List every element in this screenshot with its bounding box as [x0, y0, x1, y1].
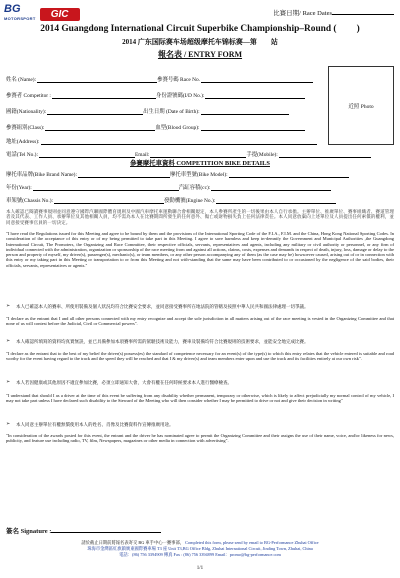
- competitor-label: 參賽者 Competitor :: [6, 93, 51, 99]
- race-dates-line[interactable]: [332, 14, 394, 15]
- arrow-bullet-icon: ➢: [6, 422, 11, 427]
- signature-row: [6, 526, 161, 535]
- cc-field[interactable]: [211, 184, 331, 191]
- race-dates-field: [273, 8, 394, 17]
- declaration-item-4-en: "In consideration of the awards posted for this event, the entrant and the driver he has nominated agree to permit the Organizing Committee and their assigns the use of their name, voice, and/or likeness for news, publicity, and feature use including radio, TV, film, Newspapers, magazines or other media in connection with advertising".: [6, 433, 394, 444]
- declaration-item-3-cn: ➢ 本人若因健康或其他原因不適宜參加比賽，必須立即通知大會，大會有權在任何時候要求本人進行醫療檢查。: [6, 380, 232, 385]
- year-label: 年份(Year):: [6, 185, 32, 191]
- row-class: [6, 123, 305, 131]
- row-competitor: [6, 91, 305, 99]
- address-field[interactable]: [41, 138, 317, 145]
- declaration-item-2-cn: ➢ 本人確認所填寫的資料均真實無誤，並已具備參加本項賽事所需的駕駛技術及能力，賽車及裝備均符合比賽規則的技術要求，並能安全地完成比賽。: [6, 339, 309, 344]
- tel-label: 電話(Tel No.):: [6, 152, 38, 158]
- bike-details-heading: 參賽摩托車資料 COMPETITION BIKE DETAILS: [130, 160, 270, 167]
- chassis-field[interactable]: [54, 197, 164, 204]
- declaration-en-main: "I have read the Regulations issued for this Meeting and agree to be bound by them and the provisions of the International Sporting Code of the F.I.A., F.I.M. and the China, Hong Kong National Sporting Codes. In consideration of the acceptance of this entry or of my being permitted to take part in this Meeting. I agree to save harmless and keep in-demnify the Government and Municipal Authorities ,the Guangdong International Circuit, The Promoters, the Organizing and Race Committee, their respective officials, servants, representatives and agents, including any military or civil authority or personnel, or any firm of individual connected with the administration, organization or sponsorship of the race meeting from and against all actions, claims, costs, expenses and demands in respect of death, injury, loss, damage or delay to the person and property of myself, my driver(s), passenger(s), mechanic(s), or team members, or any other person accompanying any of them (as the case may be) howsoever caused, arising out of or in connection with this entry or my taking part in this Meeting or transportation to or from this Meeting and not with-standing that the same may have been contributed to or occasioned by the negligence of the said bodies, their officials, servants, representatives or agents.": [6, 231, 394, 268]
- footer-line-3: 電話：(86) 756 3394909 傳真 Fax : (86) 756 3394899 Email：promo@bg-performance.com: [119, 552, 281, 558]
- dob-label: 出生日期 (Date of Birth):: [143, 109, 200, 115]
- bg-motorsport-logo: BG MOTORSPORT: [4, 3, 36, 21]
- footer-line-1: 請於截止日期前將報名表寄交 BG 車手中心一賽事部， Completed this form, please send by email to BG-Performance Zhuhai Office: [81, 540, 319, 545]
- mobile-field[interactable]: [279, 151, 371, 158]
- signature-label: 簽名 Signature :: [6, 528, 52, 535]
- competitor-field[interactable]: [52, 92, 156, 99]
- entry-form-heading: 報名表 / ENTRY FORM: [157, 50, 243, 59]
- declaration-item-1-cn: ➢ 本人已確認本人的賽車、所使用裝備及個人狀況均符合比賽安全要求，並同意接受賽事所在地法院的管轄及按照中華人民共和國法律處理一切爭議。: [6, 304, 309, 309]
- id-no-field[interactable]: [205, 92, 305, 99]
- address-label: 地址(Address):: [6, 139, 40, 145]
- id-no-label: 身份證號碼(I/D No.):: [155, 93, 205, 99]
- declaration-item-1-en: "I declare as the entrant that I and all other persons connected with my entry recognize and accept the sole jurisdiction in all matters arising out of the race meeting is vested in the Organizing Committee and that none of us will contest before the Judicial, Civil or Commercial powers".: [6, 316, 394, 327]
- year-field[interactable]: [33, 184, 179, 191]
- engine-label: 發動機號(Engine No.):: [164, 198, 216, 204]
- signature-field[interactable]: [51, 532, 161, 533]
- email-field[interactable]: [150, 151, 246, 158]
- page-number: 1/1: [196, 566, 204, 571]
- photo-label: 近照 Photo: [348, 103, 374, 110]
- row-name: [6, 75, 313, 83]
- declaration-item-4-cn: ➢ 本人同意主辦單位有權無償使用本人的姓名、肖像及比賽資料作宣傳推廣用途。: [6, 422, 174, 427]
- race-dates-label: 比賽日期/ Race Dates: [273, 10, 332, 17]
- row-bike-year: [6, 183, 331, 191]
- race-no-label: 參賽号碼 Race No.: [157, 77, 201, 83]
- declaration-cn-main: 本人確認已閱讀賽事規則並同意遵守國際汽聯國際體育規則及中國汽車摩托車運動聯合會相關規定，本人參賽所產生的一切後果由本人自行承擔。主辦單位、推廣單位、賽事組織者、賽道管理者及其代表、工作人員、承辦單位及其他相關人員，均不需為本人在比賽期間所發生的任何意外、傷亡或財物損失負上任何法律責任。本人同意放棄向上述單位及人員提出任何索償的權利，並同意接受賽事官員的一切決定。: [6, 209, 394, 225]
- class-field[interactable]: [45, 124, 155, 131]
- declaration-item-3-en: "I understand that should I as a driver at the time of this event be suffering from any disability whether permanent, temporary or otherwise, which is likely to affect prejudicially my normal control of my vehicle, I may not take part unless I have declared such disability to the Steward of the Meeting who will then consider whether I may be permitted to drive or not and give their decision in writing": [6, 393, 394, 404]
- model-label: 摩托車型號(Bike Model):: [169, 172, 228, 178]
- name-label: 姓名 (Name):: [6, 77, 37, 83]
- email-label: Email:: [134, 152, 150, 158]
- photo-box[interactable]: [328, 66, 394, 145]
- name-field[interactable]: [37, 76, 157, 83]
- nationality-field[interactable]: [47, 108, 143, 115]
- nationality-label: 國籍(Nationality):: [6, 109, 47, 115]
- chassis-label: 車架號(Chassis No.):: [6, 198, 54, 204]
- row-bike-chassis: [6, 196, 336, 204]
- class-label: 參賽組別(Class):: [6, 125, 45, 131]
- engine-field[interactable]: [216, 197, 336, 204]
- row-nationality: [6, 107, 289, 115]
- arrow-bullet-icon: ➢: [6, 380, 11, 385]
- model-field[interactable]: [229, 171, 349, 178]
- row-bike-brand: [6, 170, 349, 178]
- entry-form-page: [4, 4, 396, 574]
- title-english: 2014 Guangdong International Circuit Superbike Championship–Round ( ): [40, 24, 360, 34]
- blood-field[interactable]: [201, 124, 305, 131]
- footer: [4, 540, 396, 559]
- row-address: [6, 137, 317, 145]
- brand-label: 摩托車品牌(Bike Brand Name):: [6, 172, 77, 178]
- gic-logo: GIC: [40, 8, 80, 21]
- mobile-label: 手提(Mobile):: [246, 152, 278, 158]
- race-no-field[interactable]: [201, 76, 313, 83]
- title-chinese: 2014 广东国际赛车场超级摩托车锦标赛—第 站: [122, 38, 278, 46]
- row-contact: [6, 150, 371, 158]
- blood-label: 血型(Blood Group):: [155, 125, 200, 131]
- arrow-bullet-icon: ➢: [6, 339, 11, 344]
- footer-line-2: 珠海市金灣區紅旗鎮廣東國際賽車場 T3 座 Unit T3,BG Office Bldg, Zhuhai International Circuit, Jinding Town, Zhuhai, China: [87, 546, 313, 552]
- cc-label: 汽缸容積(cc):: [178, 185, 211, 191]
- brand-field[interactable]: [78, 171, 170, 178]
- declaration-item-2-en: "I declare as the entrant that to the best of my belief the driver(s) possess(es) the standard of competence necessary for an event(s) of the type(s) to which this entry relates that the vehicle entered is suitable and road worthy for the event having regard to the track and the speed they will be reached and that I & my driver(s) and team members enter upon and use the track and its facilities entirely at our own risk".: [6, 351, 394, 362]
- arrow-bullet-icon: ➢: [6, 304, 11, 309]
- header-logos: [4, 4, 80, 24]
- tel-field[interactable]: [39, 151, 135, 158]
- dob-field[interactable]: [201, 108, 289, 115]
